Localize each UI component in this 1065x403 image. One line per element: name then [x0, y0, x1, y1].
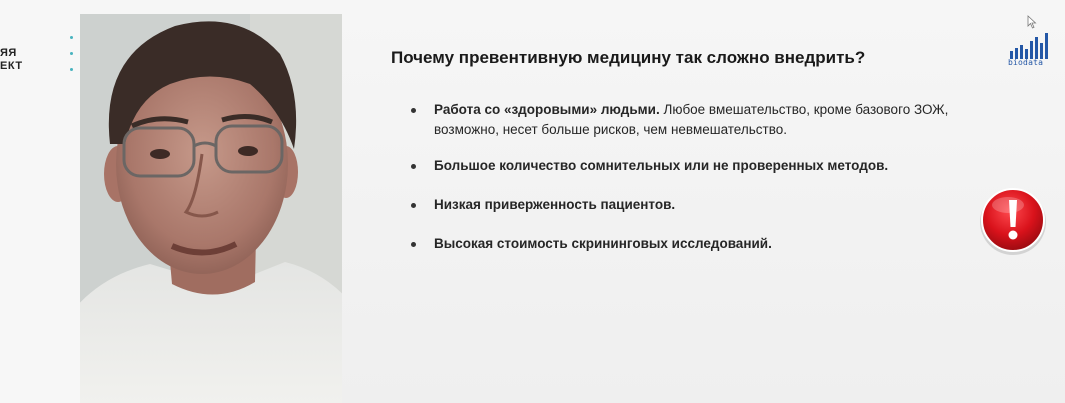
- bullet-bold-text: Низкая приверженность пациентов.: [434, 197, 676, 212]
- left-strip: [0, 0, 80, 403]
- bullet-item: [410, 156, 970, 176]
- bullet-bold-text: Высокая стоимость скрининговых исследований.: [434, 236, 772, 251]
- bullet-item: [410, 100, 970, 140]
- bullet-list: [410, 100, 970, 254]
- bullet-bold-text: Работа со «здоровыми» людьми.: [434, 102, 660, 117]
- bullet-item: [410, 234, 970, 254]
- brand-line-1: ЯЯ: [0, 47, 17, 59]
- decorative-dots: [70, 36, 76, 84]
- bullet-text: Любое вмешательство, кроме базового ЗОЖ, возможно, несет больше рисков, чем невмешательство.: [434, 102, 949, 137]
- slide-title: Почему превентивную медицину так сложно внедрить?: [391, 48, 866, 67]
- biodata-logo-text: biodata: [1008, 58, 1044, 67]
- bullet-bold-text: Большое количество сомнительных или не проверенных методов.: [434, 158, 889, 173]
- speaker-figure: [80, 14, 342, 403]
- bullet-item: [410, 195, 970, 215]
- brand-partial-text: [0, 47, 23, 73]
- exclamation-alert-icon: [978, 187, 1048, 257]
- webcam-video: [80, 14, 342, 403]
- mouse-pointer-icon: [1027, 15, 1037, 29]
- brand-line-2: ЕКТ: [0, 60, 23, 72]
